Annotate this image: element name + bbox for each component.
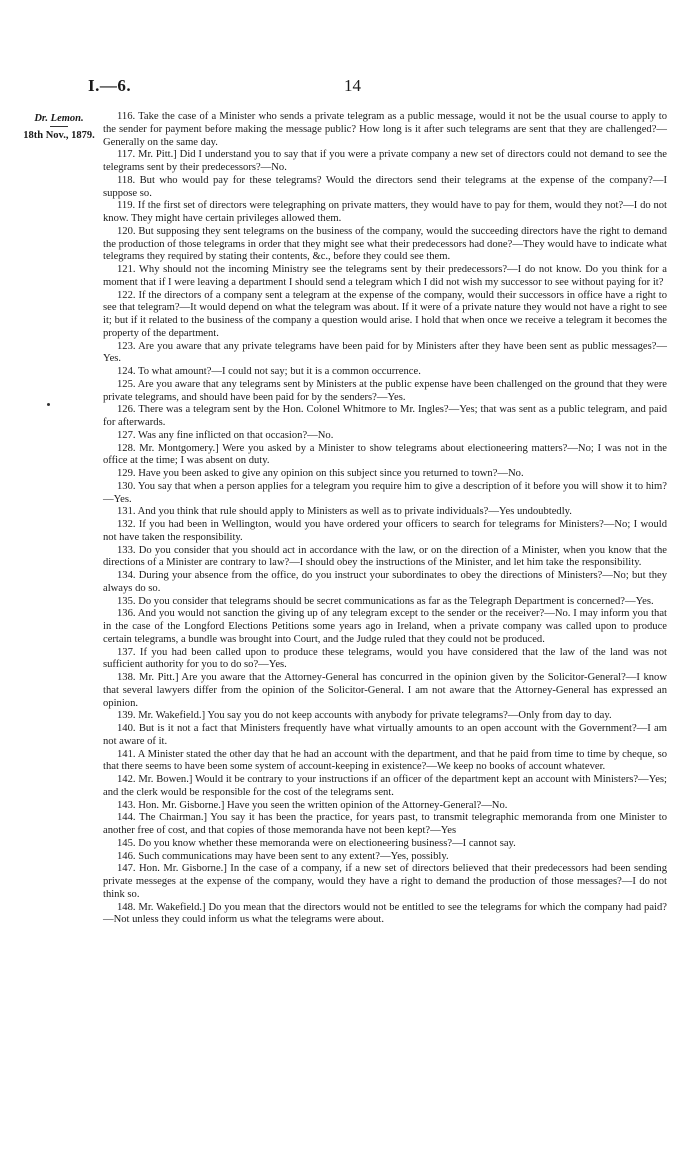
- question-paragraph: 134. During your absence from the office, do you instruct your subordinates to obey the directions of Ministers?—No; but they always do so.: [103, 570, 667, 594]
- document-code: I.—6.: [88, 76, 132, 95]
- question-paragraph: 127. Was any fine inflicted on that occasion?—No.: [117, 429, 334, 441]
- question-paragraph: 129. Have you been asked to give any opinion on this subject since you returned to town?—No.: [117, 468, 524, 479]
- evidence-date: 18th Nov., 1879.: [23, 130, 95, 141]
- question-paragraph: 138. Mr. Pitt.] Are you aware that the Attorney-General has concurred in the opinion given by the Solicitor-General?—I know that several lawyers differ from the opinion of the Solicitor-General. I am not aware that the Attorney-General has expressed an opinion.: [103, 672, 667, 709]
- margin-divider: [50, 126, 68, 127]
- question-paragraph: 142. Mr. Bowen.] Would it be contrary to your instructions if an officer of the department kept an account with Ministers?—Yes; and the clerk would be responsible for the cost of the telegrams sent.: [103, 774, 667, 798]
- question-paragraph: 140. But is it not a fact that Ministers frequently have what virtually amounts to an open account with the Government?—I am not aware of it.: [103, 723, 667, 747]
- question-paragraph: 135. Do you consider that telegrams should be secret communications as far as the Telegraph Department is concerned?—Yes.: [117, 595, 654, 607]
- question-paragraph: 139. Mr. Wakefield.] You say you do not keep accounts with anybody for private telegrams?—Only from day to day.: [117, 710, 612, 722]
- question-paragraph: 147. Hon. Mr. Gisborne.] In the case of a company, if a new set of directors believed that their predecessors had been sending private messeges at the expense of the company, would they have a right to demand the production of those messages?—I do not think so.: [103, 863, 667, 900]
- witness-name: Dr. Lemon.: [34, 113, 84, 124]
- question-paragraph: 126. There was a telegram sent by the Hon. Colonel Whitmore to Mr. Ingles?—Yes; that was sent as a public telegram, and paid for afterwards.: [103, 404, 667, 428]
- question-paragraph: 124. To what amount?—I could not say; but it is a common occurrence.: [117, 366, 421, 377]
- question-paragraph: 146. Such communications may have been sent to any extent?—Yes, possibly.: [117, 850, 449, 862]
- question-paragraph: 145. Do you know whether these memoranda were on electioneering business?—I cannot say.: [117, 837, 516, 849]
- question-paragraph: 141. A Minister stated the other day that he had an account with the department, and that he paid from time to time by cheque, so that there seems to have been some system of account-keeping in existence?—We keep no books of account whatever.: [103, 748, 667, 773]
- question-paragraph: 133. Do you consider that you should act in accordance with the law, or on the direction of a Minister, when you know that the directions of a Minister are contrary to law?—I should obey the instructions of the Minister, and let him take the responsibility.: [103, 544, 667, 569]
- stray-mark: [47, 403, 50, 406]
- question-paragraph: 131. And you think that rule should apply to Ministers as well as to private individuals?—Yes undoubtedly.: [117, 506, 572, 518]
- question-paragraph: 119. If the first set of directors were telegraphing on private matters, they would have to pay for them, would they not?—I do not know. They might have certain privileges allowed them.: [103, 200, 667, 224]
- question-paragraph: 121. Why should not the incoming Ministry see the telegrams sent by their predecessors?—I do not know. Do you think for a moment that if I were leaving a department I should send a telegram which I did not wish my successor to see without paying for it?: [103, 264, 667, 288]
- question-paragraph: 136. And you would not sanction the giving up of any telegram except to the sender or the receiver?—No. I may inform you that in the case of the Longford Elections Petitions some years ago in Ireland, when a private company was called upon to produce certain telegrams, a bundle was brought into Court, and the Judge ruled that they could not be produced.: [103, 608, 667, 645]
- question-paragraph: 132. If you had been in Wellington, would you have ordered your officers to search for telegrams for Ministers?—No; I would not have taken the responsibility.: [103, 519, 667, 543]
- question-paragraph: 123. Are you aware that any private telegrams have been paid for by Ministers after they have been sent as public messages?—Yes.: [103, 340, 667, 365]
- question-paragraph: 148. Mr. Wakefield.] Do you mean that the directors would not be entitled to see the telegrams for which the company had paid?—Not unless they could inform us what the telegrams were about.: [103, 901, 667, 926]
- question-paragraph: 117. Mr. Pitt.] Did I understand you to say that if you were a private company a new set of directors could not demand to see the telegrams sent by their predecessors?—No.: [103, 149, 667, 173]
- question-paragraph: 116. Take the case of a Minister who sends a private telegram as a public message, would it not be the usual course to apply to the sender for payment before making the message public? How long is it after such telegrams are sent that they are challenged?—Generally on the same day.: [103, 111, 667, 148]
- question-paragraph: 144. The Chairman.] You say it has been the practice, for years past, to transmit telegraphic memoranda from one Minister to another free of cost, and that copies of those memoranda have not been kept?—Yes: [103, 812, 667, 836]
- question-paragraph: 143. Hon. Mr. Gisborne.] Have you seen the written opinion of the Attorney-General?—No.: [117, 799, 508, 811]
- question-paragraph: 122. If the directors of a company sent a telegram at the expense of the company, would their successors in office have a right to see that telegram?—It would depend on what the telegram was about. If it were of a private nature they would not have a right to see it; but if it related to the business of the company a question would arise. I hold that when once we receive a telegram it becomes the property of the department.: [103, 289, 667, 339]
- question-paragraph: 125. Are you aware that any telegrams sent by Ministers at the public expense have been challenged on the ground that they were private telegrams, and should have been paid for by the senders?—Yes.: [103, 378, 667, 403]
- question-paragraph: 120. But supposing they sent telegrams on the business of the company, would the succeeding directors have the right to demand the production of those telegrams in order that they might see what their predecessors had done?—They would have to indicate what telegrams they required by stating their contents, &c., before they could see them.: [103, 225, 667, 263]
- question-paragraph: 128. Mr. Montgomery.] Were you asked by a Minister to show telegrams about electioneering matters?—No; I was not in the office at the time; I was absent on duty.: [103, 442, 667, 467]
- question-paragraph: 137. If you had been called upon to produce these telegrams, would you have considered that the law of the land was not sufficient authority for you to do so?—Yes.: [103, 646, 667, 671]
- question-paragraph: 130. You say that when a person applies for a telegram you require him to give a description of it before you will show it to him?—Yes.: [103, 480, 667, 505]
- margin-note: [14, 112, 104, 142]
- question-paragraph: 118. But who would pay for these telegrams? Would the directors send their telegrams at the expense of the company?—I suppose so.: [103, 174, 667, 199]
- page-number: 14: [344, 76, 361, 95]
- evidence-body: [103, 111, 667, 927]
